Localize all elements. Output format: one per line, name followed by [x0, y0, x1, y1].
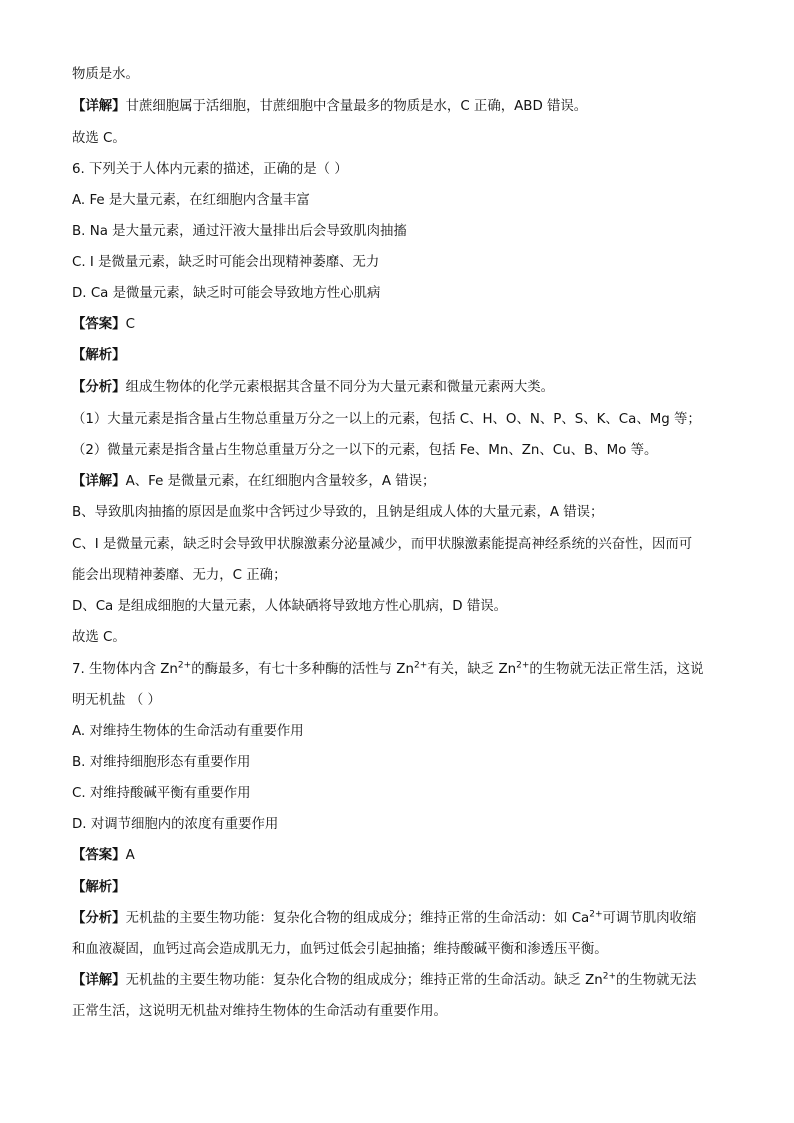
detail-label: 【详解】	[72, 474, 126, 489]
conclusion-6: 故选 C。	[72, 630, 126, 645]
detail-6b: B、导致肌肉抽搐的原因是血浆中含钙过少导致的，且钠是组成人体的大量元素，A 错误；	[72, 505, 604, 520]
option-6d: D. Ca 是微量元素，缺乏时可能会导致地方性心肌病	[72, 286, 381, 301]
analysis-label: 【分析】	[72, 911, 126, 926]
question-7-line1: 7. 生物体内含 $Zn^{2+}$的酶最多，有七十多种酶的活性与 $Zn^{2+}$有关，缺乏 $Zn^{2+}$的生物就无法正常生活，这说	[72, 660, 704, 677]
option-6b: B. Na 是大量元素，通过汗液大量排出后会导致肌肉抽搐	[72, 224, 407, 239]
analysis-heading-6: 【解析】	[72, 348, 126, 363]
answer-label: 【答案】	[72, 848, 126, 863]
option-6c: C. I 是微量元素，缺乏时可能会出现精神萎靡、无力	[72, 255, 380, 270]
detail-6c-line1: C、I 是微量元素，缺乏时会导致甲状腺激素分泌量减少，而甲状腺激素能提高神经系统的兴奋性，因而可	[72, 537, 693, 552]
detail-line: 【详解】甘蔗细胞属于活细胞，甘蔗细胞中含量最多的物质是水，C 正确，ABD 错误。	[72, 99, 588, 114]
option-6a: A. Fe 是大量元素，在红细胞内含量丰富	[72, 193, 310, 208]
analysis-label: 【分析】	[72, 380, 126, 395]
answer-label: 【答案】	[72, 317, 126, 332]
option-7d: D. 对调节细胞内的浓度有重要作用	[72, 817, 279, 832]
conclusion-line: 故选 C。	[72, 131, 126, 146]
option-7a: A. 对维持生物体的生命活动有重要作用	[72, 724, 304, 739]
question-7-line2: 明无机盐 （ ）	[72, 693, 161, 708]
answer-6: 【答案】C	[72, 317, 135, 332]
detail-7-line1: 【详解】无机盐的主要生物功能：复杂化合物的组成成分；维持正常的生命活动。缺乏 $Zn^{2+}$的生物就无法	[72, 971, 697, 988]
question-6: 6. 下列关于人体内元素的描述，正确的是（ ）	[72, 162, 348, 177]
detail-label: 【详解】	[72, 973, 126, 988]
analysis-6-item2: （2）微量元素是指含量占生物总重量万分之一以下的元素，包括 Fe、Mn、Zn、Cu、B、Mo 等。	[72, 443, 658, 458]
text-line: 物质是水。	[72, 67, 139, 82]
answer-7: 【答案】A	[72, 848, 135, 863]
analysis-6-item1: （1）大量元素是指含量占生物总重量万分之一以上的元素，包括 C、H、O、N、P、S、K、Ca、Mg 等；	[72, 412, 701, 427]
detail-6d: D、Ca 是组成细胞的大量元素，人体缺硒将导致地方性心肌病，D 错误。	[72, 599, 508, 614]
detail-6a: 【详解】A、Fe 是微量元素，在红细胞内含量较多，A 错误；	[72, 474, 436, 489]
detail-6c-line2: 能会出现精神萎靡、无力，C 正确；	[72, 568, 287, 583]
analysis-7-line1: 【分析】无机盐的主要生物功能：复杂化合物的组成成分；维持正常的生命活动：如 $Ca^{2+}$可调节肌肉收缩	[72, 909, 697, 926]
option-7b: B. 对维持细胞形态有重要作用	[72, 755, 251, 770]
detail-7-line2: 正常生活，这说明无机盐对维持生物体的生命活动有重要作用。	[72, 1004, 447, 1019]
analysis-heading-7: 【解析】	[72, 880, 126, 895]
option-7c: C. 对维持酸碱平衡有重要作用	[72, 786, 251, 801]
analysis-6: 【分析】组成生物体的化学元素根据其含量不同分为大量元素和微量元素两大类。	[72, 380, 555, 395]
detail-label: 【详解】	[72, 99, 126, 114]
analysis-7-line2: 和血液凝固，血钙过高会造成肌无力，血钙过低会引起抽搐；维持酸碱平衡和渗透压平衡。	[72, 942, 608, 957]
